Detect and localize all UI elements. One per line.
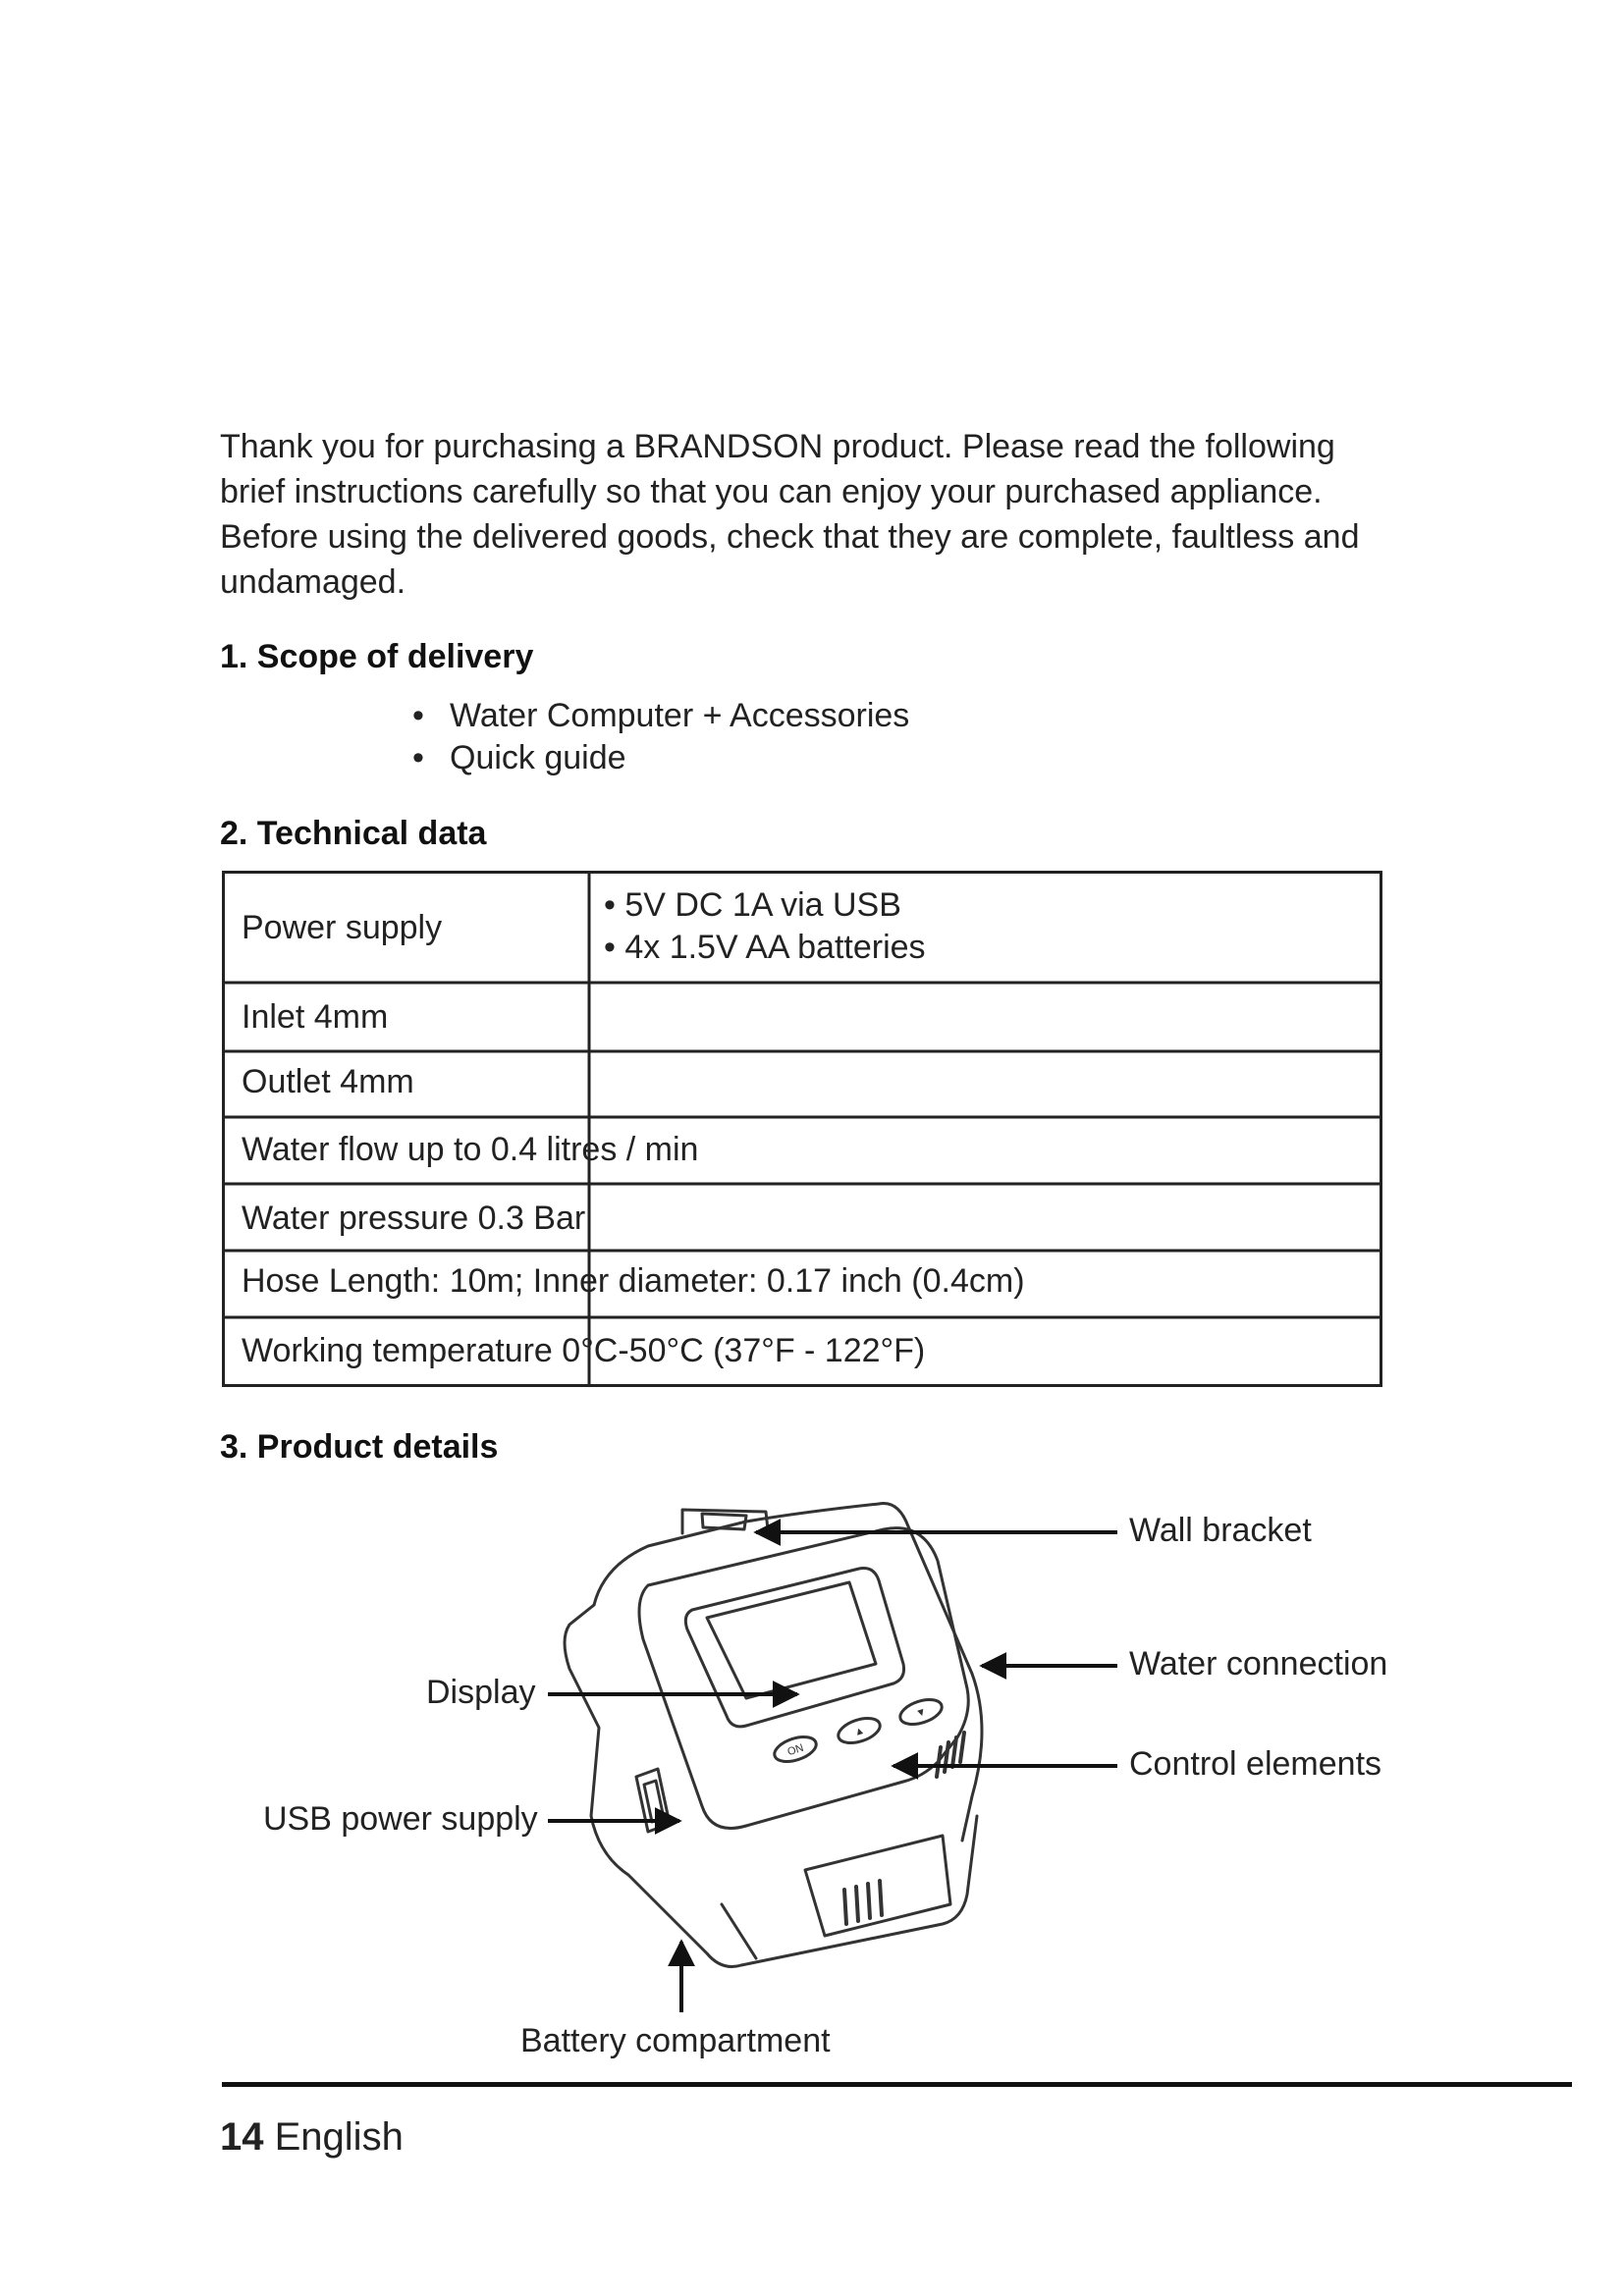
table-cell-label: Inlet 4mm bbox=[242, 998, 389, 1036]
label-battery: Battery compartment bbox=[520, 2022, 831, 2059]
section-heading-technical: 2. Technical data bbox=[220, 815, 487, 852]
table-cell-label: Working temperature 0°C-50°C (37°F - 122°F) bbox=[242, 1332, 926, 1369]
list-item: • Quick guide bbox=[412, 737, 909, 779]
table-cell-value: • 5V DC 1A via USB bbox=[604, 886, 901, 924]
label-wall-bracket: Wall bracket bbox=[1129, 1512, 1312, 1549]
intro-line: undamaged. bbox=[220, 563, 406, 601]
section-heading-product: 3. Product details bbox=[220, 1428, 499, 1466]
table-cell-label: Water flow up to 0.4 litres / min bbox=[242, 1131, 699, 1168]
table-cell-value: • 4x 1.5V AA batteries bbox=[604, 929, 926, 966]
label-control-elements: Control elements bbox=[1129, 1745, 1382, 1783]
section-heading-scope: 1. Scope of delivery bbox=[220, 638, 534, 675]
table-cell-label: Water pressure 0.3 Bar bbox=[242, 1200, 586, 1237]
on-button-text: ON bbox=[785, 1741, 806, 1759]
down-button-text: ▼ bbox=[914, 1705, 929, 1721]
intro-line: Before using the delivered goods, check that they are complete, faultless and bbox=[220, 518, 1360, 556]
page-footer bbox=[220, 2115, 404, 2160]
up-button-text: ▲ bbox=[852, 1724, 867, 1739]
intro-line: Thank you for purchasing a BRANDSON product. Please read the following bbox=[220, 428, 1335, 465]
list-item: • Water Computer + Accessories bbox=[412, 695, 909, 737]
page-number: 14 bbox=[220, 2115, 264, 2159]
label-display: Display bbox=[426, 1674, 536, 1711]
footer-rule bbox=[222, 2082, 1572, 2087]
table-cell-label: Outlet 4mm bbox=[242, 1063, 414, 1100]
intro-line: brief instructions carefully so that you can enjoy your purchased appliance. bbox=[220, 473, 1323, 510]
table-cell-label: Power supply bbox=[242, 909, 443, 946]
page-language: English bbox=[274, 2115, 404, 2159]
label-usb-power: USB power supply bbox=[263, 1800, 538, 1838]
label-water-connection: Water connection bbox=[1129, 1645, 1388, 1682]
table-cell-label: Hose Length: 10m; Inner diameter: 0.17 inch (0.4cm) bbox=[242, 1262, 1025, 1300]
